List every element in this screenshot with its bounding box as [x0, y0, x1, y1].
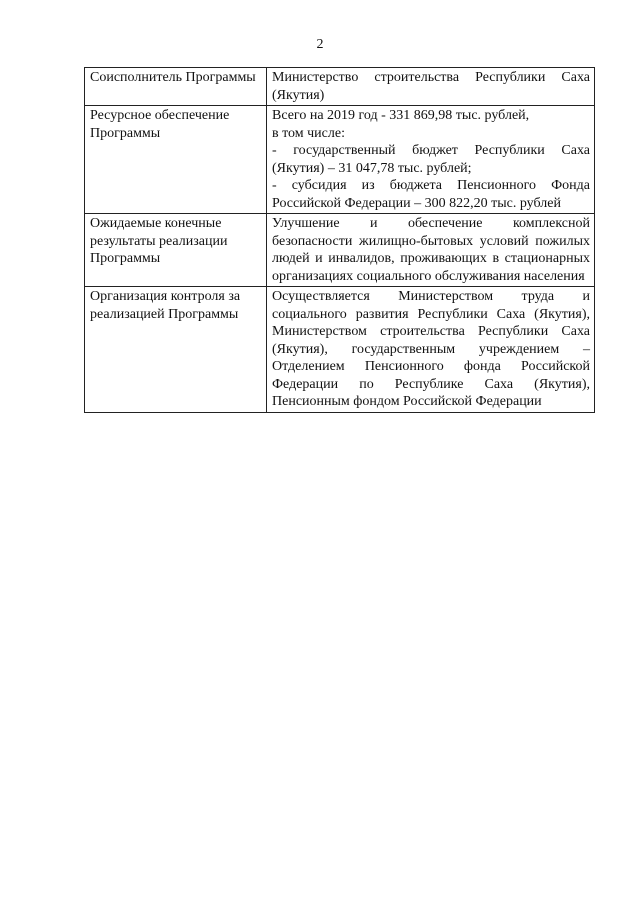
value-line: - государственный бюджет Республики Саха	[272, 143, 590, 158]
value-line: (Якутия)	[272, 87, 325, 103]
value-line: - субсидия из бюджета Пенсионного Фонда	[272, 178, 590, 193]
row-label-resources: Ресурсное обеспечение Программы	[85, 106, 267, 214]
page-number: 2	[316, 37, 324, 52]
table-row-co-executor	[85, 68, 595, 106]
table-row-resources	[85, 106, 595, 214]
row-label-expected-results: Ожидаемые конечные результаты реализации Программы	[85, 214, 267, 287]
row-value-resources	[267, 106, 595, 214]
value-line: Всего на 2019 год - 331 869,98 тыс. рублей,	[272, 108, 530, 123]
value-line: в том числе:	[272, 125, 345, 141]
row-value-co-executor	[267, 68, 595, 106]
value-line: Министерство строительства Республики Саха	[272, 70, 590, 85]
value-line: Российской Федерации – 300 822,20 тыс. рублей	[272, 195, 561, 211]
value-line: (Якутия) – 31 047,78 тыс. рублей;	[272, 160, 472, 176]
program-passport-table	[84, 67, 595, 413]
row-value-control: Осуществляется Министерством труда и социального развития Республики Саха (Якутия), Министерством строительства Республики Саха (Якутия), государственным учреждением – Отделением Пенсионного фонда Российской Федерации по Республике Саха (Якутия), Пенсионным фондом Российской Федерации	[267, 287, 595, 413]
row-value-expected-results: Улучшение и обеспечение комплексной безопасности жилищно-бытовых условий пожилых людей и инвалидов, проживающих в стационарных организациях социального обслуживания населения	[267, 214, 595, 287]
row-label-control: Организация контроля за реализацией Программы	[85, 287, 267, 413]
table-row-control	[85, 287, 595, 413]
row-label-co-executor: Соисполнитель Программы	[85, 68, 267, 106]
table-row-expected-results	[85, 214, 595, 287]
